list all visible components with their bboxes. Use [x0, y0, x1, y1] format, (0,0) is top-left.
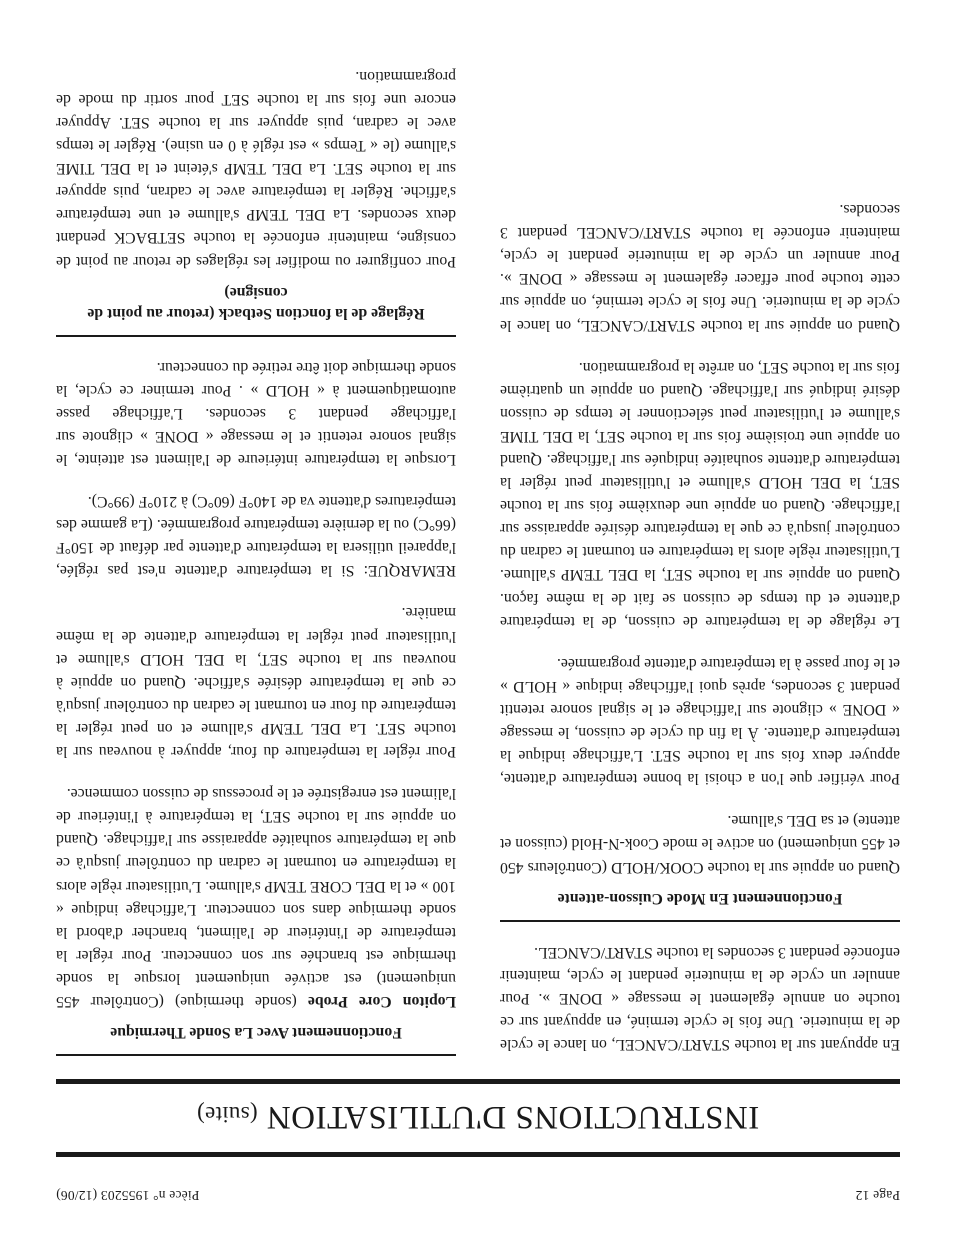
title-bottom-rule: [56, 1079, 900, 1084]
page-title: [56, 1098, 900, 1135]
paragraph-set-sequence: Le réglage de la température de cuisson, de la température d'attente et du temps de cuisson se fait de la même façon. Quand on appuie sur la touche SET, la DEL TEMP s'allume. L'utilisateur règle alors la température en tournant le cadran du contrôleur jusqu'à ce que la température désirée apparaisse sur l'affichage. Quand on appuie une deuxième fois sur la touche SET, la DEL HOLD s'allume et l'utilisateur peut régler la température d'attente souhaitée indiquée sur l'affichage. Quand on appuie une troisième fois sur la touche SET, la DEL TIME s'allume et l'utilisateur peut sélectionner le temps de cuisson désiré indiqué sur l'affichage. Quand on appuie un quatrième fois sur la touche SET, on arrête la programmation.: [500, 358, 900, 630]
paragraph-remarque: REMARQUE: Si la température d'attente n'est pas réglée, l'appareil utilisera la température d'attente par défaut de 150°F (66°C) ou la dernière température programmée. (La gamme des températures d'attente va de 140°F (60°C) à 210°F (99°C).: [56, 493, 456, 580]
title-main: INSTRUCTIONS D'UTILISATION: [266, 1099, 760, 1135]
paragraph-cook-hold: Quand on appuie sur la touche COOK/HOLD (Contrôleurs 450 et 455 uniquement) on active le mode Cook-N-Hold (cuisson et attente) et sa DEL s'allume.: [500, 812, 900, 876]
page-header: [56, 1187, 900, 1203]
paragraph-core-probe: [56, 782, 456, 1013]
page-number: Page 12: [855, 1188, 900, 1203]
paragraph-core-reached: Lorsque la température intérieure de l'aliment est atteinte, le signal sonore retentit et le message « DONE » clignote sur l'affichage pendant 3 secondes. L'affichage passe automatiquement à « HOLD » . Pour terminer ce cycle, la sonde thermique doit être retirée du connecteur.: [56, 358, 456, 469]
paragraph-start-cancel: En appuyant sur la touche START/CANCEL, on lance le cycle de la minuterie. Une fois le cycle terminé, en appuyant sur ce touche on annule également le message « DONE ». Pour annuler un cycle de la minuterie pendant le cycle, maintenir enfoncée pendant 3 secondes la touche START/CANCEL.: [500, 943, 900, 1053]
top-rule: [56, 1152, 900, 1157]
section-heading-setback: Réglage de la fonction Setback (retour au point de consigne): [56, 282, 456, 337]
two-column-body: [56, 65, 900, 1056]
part-number: Pièce n° 1955203 (12/06): [56, 1188, 200, 1203]
title-suite: (suite): [196, 1102, 258, 1127]
paragraph-hold-verify: Pour vérifier que l'on a choisi la bonne température d'attente, appuyer deux fois sur la touche SET. L'affichage indique la température d'attente. À la fin du cycle de cuisson, le message « DONE » clignote sur l'affichage et le signal sonore retentit pendant 3 secondes, après quoi l'affichage indique « HOLD » et le four passe à la température d'attente programmée.: [500, 654, 900, 788]
section-heading-cook-hold: Fonctionnement En Mode Cuisson-attente: [500, 888, 900, 922]
paragraph-oven-temp: Pour régler la température du four, appuyer à nouveau sur la touche SET. La DEL TEMP s'allume et on peut régler la température du four en tournant le cadran du contrôleur jusqu'à ce que la température désirée s'affiche. Quand on appuie à nouveau sur la touche SET, la DEL HOLD s'allume et l'utilisateur peut régler la température d'attente de la même manière.: [56, 604, 456, 761]
left-column: [500, 65, 900, 1056]
core-probe-label: Lopiton Core Probe: [307, 993, 456, 1010]
core-probe-text: (sonde thermique) (Contrôleur 455 uniquement) est activée uniquement lorsque la sonde thermique est branchée sur son connecteur. Pour régler la température de l'intérieur de l'aliment, brancher d'abord la sonde thermique dans son connecteur. L'affichage indique « 100 » et la DEL CORE TEMP s'allume. L'utilisateur règle alors la température en tournant le cadran du contrôleur jusqu'à ce que la température souhaitée apparaisse sur l'affichage. Quand on appuie sur la touche SET, la température à l'intérieur de l'aliment est enregistrée et le processus de cuisson commence.: [56, 785, 456, 1010]
paragraph-timer-cancel: Quand on appuie sur la touche START/CANCEL, on lance le cycle de la minuterie. Une fois le cycle terminé, on appuie sur cette touche pour effacer également le message « DONE ». Pour annuler un cycle de la minuterie pendant le cycle, maintenir enfoncée la touche START/CANCEL pendant 3 secondes.: [500, 201, 900, 334]
section-heading-core-probe: Fonctionnement Avec La Sonde Thermique: [56, 1022, 456, 1056]
right-column: [56, 65, 456, 1056]
paragraph-setback: Pour configurer ou modifier les réglages de retour au point de consigne, maintenir enfoncée la touche SETBACK pendant deux secondes. La DEL TEMP s'allume et une température s'affiche. Régler la température avec le cadran, puis appuyer sur la touche SET. La DEL TEMP s'éteint et la DEL TIME s'allume (le « Temps » est réglé à 0 en usine). Régler le temps avec le cadran, puis appuyer sur la touche SET. Appuyer encore une fois sur la touche SET pour sortir du mode de programmation.: [56, 67, 456, 270]
